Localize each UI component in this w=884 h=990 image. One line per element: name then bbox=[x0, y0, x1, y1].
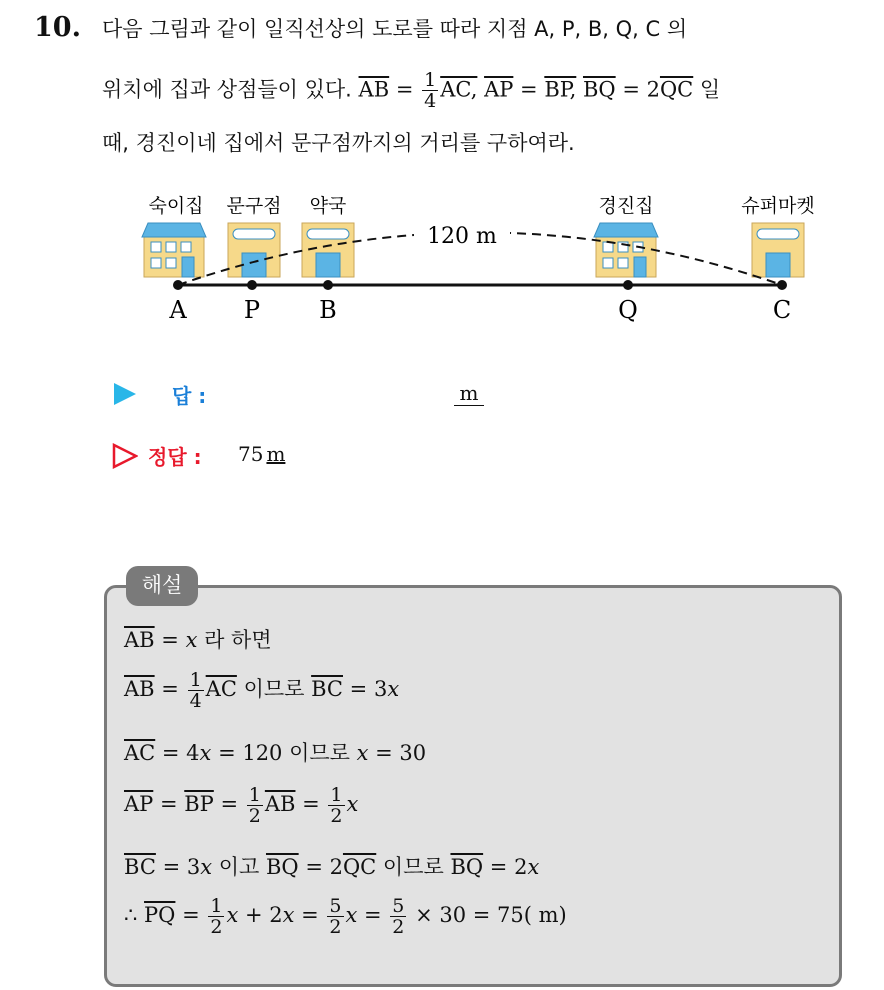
answer-label: 답 : bbox=[172, 384, 207, 408]
variable: x bbox=[282, 903, 295, 927]
equals: = bbox=[153, 792, 185, 816]
frac-numerator: 1 bbox=[248, 784, 261, 806]
variable: x bbox=[356, 741, 369, 765]
point-p bbox=[247, 280, 257, 290]
segment: $\overline{AB}$ bbox=[124, 677, 155, 701]
fraction bbox=[327, 896, 343, 937]
segment-ap: $\overline{AP}$ bbox=[484, 77, 514, 102]
label-house-a: 숙이집 bbox=[148, 195, 204, 217]
point-label-b: B bbox=[319, 296, 337, 324]
point-b bbox=[323, 280, 333, 290]
label-stationery: 문구점 bbox=[226, 195, 282, 217]
fraction bbox=[208, 896, 224, 937]
point-q bbox=[623, 280, 633, 290]
segment-ac: AC, bbox=[440, 77, 478, 102]
segment: $\overline{BQ}$ bbox=[265, 855, 299, 879]
solution-line-5 bbox=[124, 852, 539, 882]
house-icon bbox=[142, 223, 206, 277]
frac-denominator: 2 bbox=[329, 916, 342, 938]
frac-denominator: 2 bbox=[392, 916, 405, 938]
variable: x bbox=[346, 792, 359, 816]
equals: = bbox=[389, 77, 421, 102]
expression: = 4 bbox=[155, 741, 200, 765]
segment-ab: $\overline{AB}$ bbox=[358, 77, 390, 102]
expression: × 30 = 75( m) bbox=[408, 903, 567, 927]
equals: = bbox=[154, 677, 186, 701]
equals: = bbox=[357, 903, 389, 927]
fraction bbox=[390, 896, 406, 937]
variable: x bbox=[199, 741, 212, 765]
label-supermarket: 슈퍼마켓 bbox=[741, 195, 815, 217]
frac-denominator: 2 bbox=[210, 916, 223, 938]
frac-denominator: 2 bbox=[330, 805, 343, 827]
solution-line-3 bbox=[124, 738, 426, 768]
equals: = bbox=[295, 792, 327, 816]
korean-text: 이고 bbox=[212, 855, 266, 879]
equals: = bbox=[513, 77, 545, 102]
correct-unit: m bbox=[266, 442, 286, 466]
segment: $\overline{QC}$ bbox=[342, 855, 377, 879]
correct-answer bbox=[238, 441, 285, 467]
variable: x bbox=[226, 903, 239, 927]
correct-value: 75 bbox=[238, 442, 264, 466]
segment: $\overline{BC}$ bbox=[311, 677, 343, 701]
variable: x bbox=[527, 855, 540, 879]
frac-numerator: 1 bbox=[424, 69, 437, 91]
segment: $\overline{AC}$ bbox=[124, 741, 156, 765]
korean-text: 이므로 bbox=[236, 677, 312, 701]
answer-blank[interactable] bbox=[454, 381, 484, 406]
segment: $\overline{PQ}$ bbox=[144, 903, 176, 927]
korean-text: 이므로 bbox=[376, 855, 451, 879]
expression: = 2 bbox=[298, 855, 343, 879]
equals: = 2 bbox=[615, 77, 660, 102]
house-icon bbox=[594, 223, 658, 277]
expression: = 3 bbox=[343, 677, 388, 701]
segment: $\overline{BP}$ bbox=[184, 792, 214, 816]
frac-denominator: 4 bbox=[424, 90, 437, 112]
label-pharmacy: 약국 bbox=[309, 195, 347, 217]
question-line-3: 때, 경진이네 집에서 문구점까지의 거리를 구하여라. bbox=[102, 131, 575, 155]
frac-numerator: 5 bbox=[329, 895, 342, 917]
frac-denominator: 4 bbox=[189, 690, 202, 712]
expression: = 30 bbox=[368, 741, 427, 765]
question-text-end: 일 bbox=[693, 77, 721, 102]
segment: $\overline{AB}$ bbox=[264, 792, 296, 816]
variable: x bbox=[387, 677, 400, 701]
outline-arrow-icon bbox=[112, 443, 138, 469]
korean-text: 라 하면 bbox=[197, 628, 272, 652]
segment-bq: $\overline{BQ}$ bbox=[582, 77, 616, 102]
equals: = bbox=[294, 903, 326, 927]
question-number: 10. bbox=[34, 12, 81, 43]
solution-line-4 bbox=[124, 785, 358, 826]
expression: = 120 bbox=[211, 741, 283, 765]
fraction-one-quarter bbox=[422, 70, 438, 111]
expression: = 3 bbox=[155, 855, 201, 879]
fraction bbox=[188, 670, 204, 711]
frac-numerator: 1 bbox=[330, 784, 343, 806]
segment: $\overline{AB}$ bbox=[124, 628, 155, 652]
segment-qc: $\overline{QC}$ bbox=[659, 77, 694, 102]
question-text: 위치에 집과 상점들이 있다. bbox=[102, 77, 352, 102]
point-label-c: C bbox=[772, 296, 792, 324]
frac-numerator: 1 bbox=[210, 895, 223, 917]
equals: = bbox=[213, 792, 245, 816]
segment: $\overline{BQ}$ bbox=[450, 855, 484, 879]
segment: $\overline{BC}$ bbox=[124, 855, 156, 879]
frac-numerator: 5 bbox=[392, 895, 405, 917]
equals: = bbox=[175, 903, 207, 927]
frac-denominator: 2 bbox=[248, 805, 261, 827]
answer-unit: m bbox=[459, 381, 479, 405]
expression: + 2 bbox=[238, 903, 283, 927]
road-figure bbox=[130, 185, 830, 330]
store-icon bbox=[228, 223, 280, 277]
frac-numerator: 1 bbox=[189, 669, 202, 691]
segment: $\overline{AC}$ bbox=[205, 677, 237, 701]
variable: x bbox=[345, 903, 358, 927]
solution-line-1 bbox=[124, 625, 272, 655]
point-c bbox=[777, 280, 787, 290]
point-a bbox=[173, 280, 183, 290]
play-arrow-icon bbox=[112, 381, 138, 407]
question-line-1: 다음 그림과 같이 일직선상의 도로를 따라 지점 A, P, B, Q, C 의 bbox=[102, 17, 688, 41]
point-label-q: Q bbox=[618, 296, 638, 324]
equals: = bbox=[154, 628, 186, 652]
segment: $\overline{AP}$ bbox=[124, 792, 154, 816]
variable: x bbox=[200, 855, 213, 879]
label-house-q: 경진집 bbox=[598, 195, 654, 217]
variable: x bbox=[185, 628, 198, 652]
therefore-symbol: ∴ bbox=[124, 903, 145, 927]
korean-text: 이므로 bbox=[282, 741, 357, 765]
distance-label: 120 m bbox=[427, 224, 497, 249]
solution-line-2 bbox=[124, 670, 399, 711]
point-label-a: A bbox=[169, 296, 187, 324]
fraction bbox=[247, 785, 263, 826]
point-label-p: P bbox=[243, 296, 261, 324]
solution-tag: 해설 bbox=[126, 566, 198, 606]
question-line-2 bbox=[102, 70, 720, 111]
fraction bbox=[328, 785, 344, 826]
supermarket-icon bbox=[752, 223, 804, 277]
correct-answer-label: 정답 : bbox=[148, 445, 202, 469]
segment-bp: BP, bbox=[544, 77, 577, 102]
solution-line-6 bbox=[124, 896, 567, 937]
expression: = 2 bbox=[483, 855, 528, 879]
